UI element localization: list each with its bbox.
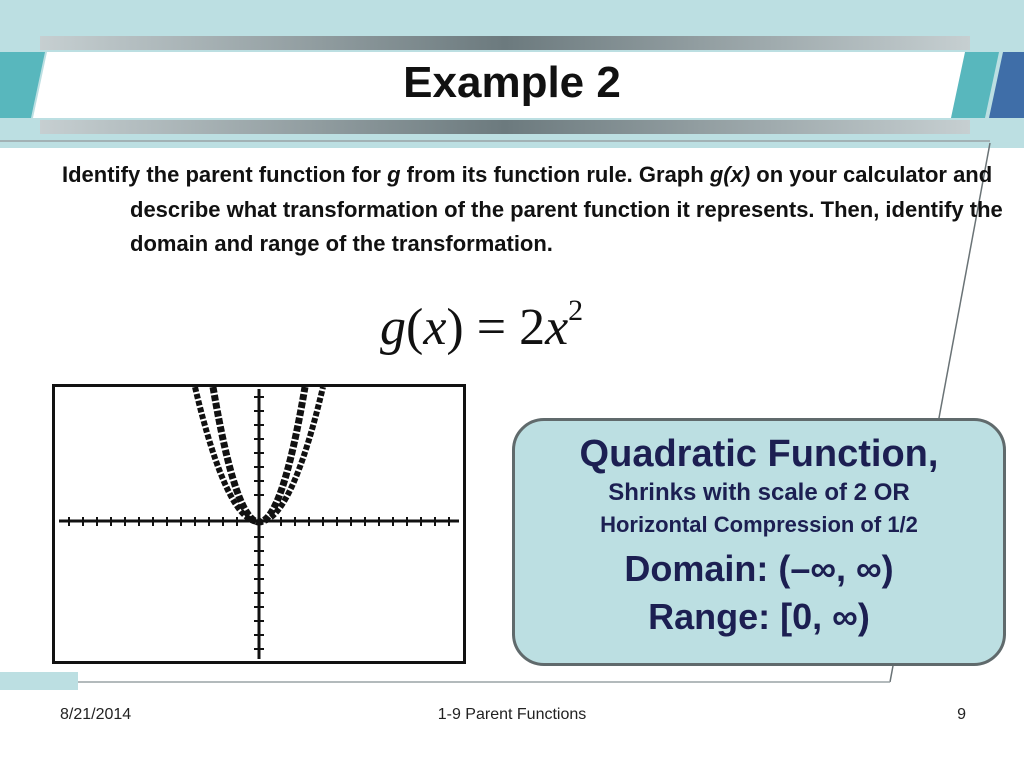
answer-compression: Horizontal Compression of 1/2 xyxy=(600,512,918,537)
answer-transformation: Shrinks with scale of 2 OR xyxy=(608,479,910,506)
answer-box xyxy=(512,418,1006,666)
equation-variable: x xyxy=(545,299,569,356)
answer-function-type: Quadratic Function, xyxy=(579,433,939,475)
equation-x: x xyxy=(423,299,447,356)
calculator-parabola-graph-icon xyxy=(55,387,463,661)
footer-page-number: 9 xyxy=(957,706,966,723)
problem-function-g: g xyxy=(387,162,401,187)
answer-domain: Domain: (–∞, ∞) xyxy=(624,548,894,589)
slide-title: Example 2 xyxy=(403,58,621,107)
equation-coefficient: 2 xyxy=(519,299,546,356)
equation-open-paren: ( xyxy=(406,299,424,356)
equation-exponent: 2 xyxy=(568,293,584,327)
problem-text-part1: Identify the parent function for xyxy=(62,162,388,187)
problem-text-part2: from its function rule. Graph xyxy=(400,162,710,187)
equation xyxy=(380,293,584,357)
bottom-left-band xyxy=(0,672,78,690)
calculator-graph xyxy=(52,384,466,664)
answer-range: Range: [0, ∞) xyxy=(648,596,870,637)
equation-close-paren: ) xyxy=(446,299,464,356)
problem-statement xyxy=(62,158,1024,262)
footer-title: 1-9 Parent Functions xyxy=(437,706,587,723)
problem-text-part3: on your calculator and describe what transformation of the parent function it represents. Then, identify the domain and range of the transformation. xyxy=(130,162,1003,256)
equation-equals: = xyxy=(463,299,520,356)
footer-date: 8/21/2014 xyxy=(60,706,132,723)
problem-function-gx: g(x) xyxy=(709,162,751,187)
equation-g: g xyxy=(380,299,406,356)
